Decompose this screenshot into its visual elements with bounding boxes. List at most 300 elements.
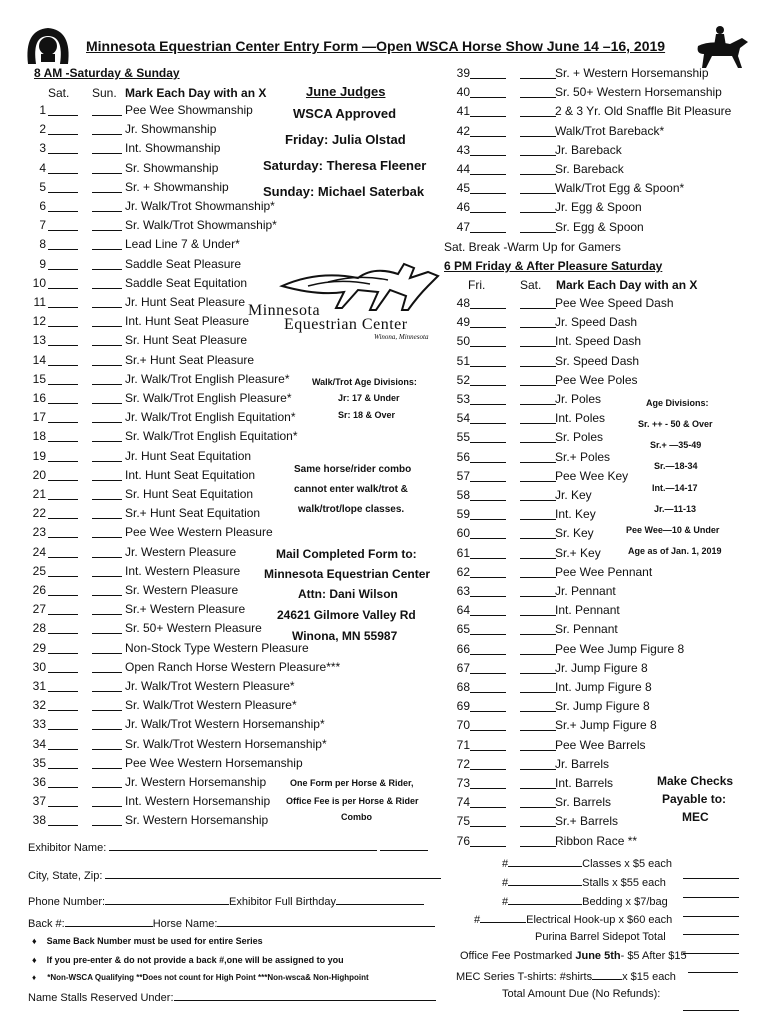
horse-name-label: Horse Name: [152, 918, 218, 930]
class-number: 28 [32, 621, 46, 636]
class-number: 44 [456, 162, 470, 176]
day1-entry-blank[interactable] [470, 738, 506, 751]
class-name: Sr. Bareback [555, 162, 624, 176]
day1-entry-blank[interactable] [470, 469, 506, 482]
class-name: Int. Jump Figure 8 [555, 680, 652, 694]
day1-entry-blank[interactable] [470, 373, 506, 386]
age-line6: Pee Wee—10 & Under [626, 525, 720, 535]
class-number: 31 [32, 679, 46, 693]
day2-entry-blank[interactable] [92, 295, 122, 308]
day1-entry-blank[interactable] [48, 161, 78, 174]
day1-entry-blank[interactable] [48, 218, 78, 231]
day1-entry-blank[interactable] [470, 814, 506, 827]
day2-entry-blank[interactable] [520, 469, 556, 482]
fee-electrical-amount[interactable] [683, 922, 739, 940]
class-name: Sr.+ Western Pleasure [125, 602, 246, 617]
horseshoe-logo-icon [22, 24, 74, 66]
class-name: Jr. Pennant [555, 584, 616, 598]
day2-entry-blank[interactable] [92, 391, 122, 404]
class-name: Jr. Walk/Trot Western Pleasure* [125, 679, 295, 693]
class-number: 68 [456, 680, 470, 694]
day1-entry-blank[interactable] [48, 276, 78, 289]
phone-birthday-field[interactable] [28, 894, 424, 908]
class-name: Sr. Egg & Spoon [555, 219, 644, 234]
day2-entry-blank[interactable] [520, 430, 556, 443]
day1-entry-blank[interactable] [48, 353, 78, 366]
day2-entry-blank[interactable] [520, 200, 556, 213]
class-number: 33 [32, 717, 46, 732]
day1-entry-blank[interactable] [48, 141, 78, 154]
day1-entry-blank[interactable] [470, 622, 506, 635]
day2-entry-blank[interactable] [92, 775, 122, 788]
class-name: Int. Barrels [555, 776, 614, 790]
class-number: 22 [32, 506, 46, 521]
day1-entry-blank[interactable] [48, 602, 78, 615]
day2-entry-blank[interactable] [92, 641, 122, 654]
class-number: 50 [456, 334, 470, 349]
day2-entry-blank[interactable] [520, 699, 556, 712]
day1-entry-blank[interactable] [470, 603, 506, 616]
mail-line4: Winona, MN 55987 [292, 629, 398, 643]
class-number: 63 [456, 584, 470, 598]
day2-entry-blank[interactable] [92, 602, 122, 615]
class-number: 43 [456, 142, 470, 157]
class-number: 35 [32, 755, 46, 770]
day2-entry-blank[interactable] [520, 603, 556, 616]
phone-label: Phone Number: [28, 896, 106, 908]
class-number: 34 [32, 736, 46, 751]
day1-entry-blank[interactable] [48, 333, 78, 346]
class-name: Jr. Western Pleasure [125, 544, 237, 559]
day1-entry-blank[interactable] [470, 296, 506, 309]
class-name: Sr. Hunt Seat Equitation [125, 487, 254, 501]
day2-entry-blank[interactable] [92, 218, 122, 231]
day1-entry-blank[interactable] [48, 372, 78, 385]
sat-column-header: Sat. [48, 86, 70, 100]
day1-entry-blank[interactable] [48, 621, 78, 634]
day2-entry-blank[interactable] [92, 468, 122, 481]
note-pre-enter: ♦ If you pre-enter & do not provide a back #,one will be assigned to you [32, 955, 344, 965]
class-name: Pee Wee Key [555, 468, 629, 483]
age-line1: Sr. ++ - 50 & Over [638, 419, 713, 429]
day1-entry-blank[interactable] [470, 834, 506, 847]
day2-entry-blank[interactable] [92, 679, 122, 692]
class-name: Sr. Walk/Trot Western Horsemanship* [125, 736, 327, 751]
day2-entry-blank[interactable] [92, 717, 122, 730]
class-number: 62 [456, 564, 470, 579]
mail-line2: Attn: Dani Wilson [298, 587, 398, 601]
class-number: 76 [456, 833, 470, 848]
day1-entry-blank[interactable] [470, 680, 506, 693]
class-number: 26 [32, 583, 46, 597]
age-line2: Sr.+ —35-49 [650, 440, 702, 450]
day1-entry-blank[interactable] [48, 468, 78, 481]
class-number: 59 [456, 507, 470, 522]
day1-entry-blank[interactable] [470, 181, 506, 194]
day1-entry-blank[interactable] [470, 200, 506, 213]
day1-entry-blank[interactable] [470, 661, 506, 674]
fee-shirts[interactable]: MEC Series T-shirts: #shirts x $15 each [456, 971, 676, 983]
day1-entry-blank[interactable] [470, 430, 506, 443]
day2-entry-blank[interactable] [520, 565, 556, 578]
class-name: Sr. Key [555, 526, 594, 541]
class-number: 70 [456, 718, 470, 733]
day1-entry-blank[interactable] [48, 794, 78, 807]
class-number: 27 [32, 602, 46, 617]
day1-entry-blank[interactable] [470, 565, 506, 578]
class-name: Int. Showmanship [125, 141, 221, 156]
class-name: Sr. Hunt Seat Pleasure [125, 333, 248, 348]
class-number: 54 [456, 411, 470, 426]
day1-entry-blank[interactable] [48, 775, 78, 788]
class-number: 51 [456, 353, 470, 368]
day2-entry-blank[interactable] [92, 372, 122, 385]
class-name: Int. Hunt Seat Pleasure [125, 314, 250, 329]
class-number: 71 [456, 737, 470, 752]
class-number: 52 [456, 372, 470, 387]
day2-entry-blank[interactable] [520, 85, 556, 98]
day1-entry-blank[interactable] [470, 220, 506, 233]
day1-entry-blank[interactable] [470, 699, 506, 712]
day2-entry-blank[interactable] [520, 661, 556, 674]
class-name: 2 & 3 Yr. Old Snaffle Bit Pleasure [555, 104, 732, 119]
class-number: 39 [456, 66, 470, 80]
class-number: 20 [32, 467, 46, 482]
day1-entry-blank[interactable] [470, 334, 506, 347]
day2-entry-blank[interactable] [92, 506, 122, 519]
fee-barrel-amount[interactable] [683, 941, 739, 959]
stalls-name-label: Name Stalls Reserved Under: [28, 992, 174, 1004]
day1-entry-blank[interactable] [48, 737, 78, 750]
class-name: Saddle Seat Pleasure [125, 256, 242, 271]
day2-entry-blank[interactable] [92, 314, 122, 327]
class-name: Int. Hunt Seat Equitation [125, 467, 256, 482]
day2-entry-blank[interactable] [92, 545, 122, 558]
class-name: Jr. Western Horsemanship [125, 775, 267, 789]
day2-entry-blank[interactable] [92, 564, 122, 577]
oneform-1: One Form per Horse & Rider, [290, 778, 414, 788]
checks-line3: MEC [682, 810, 709, 824]
day1-entry-blank[interactable] [48, 583, 78, 596]
class-number: 60 [456, 526, 470, 541]
day2-entry-blank[interactable] [520, 488, 556, 501]
class-name: Sr. Western Horsemanship [125, 813, 269, 828]
day1-entry-blank[interactable] [470, 411, 506, 424]
sat-column-header-right: Sat. [520, 278, 542, 292]
class-name: Jr. Hunt Seat Pleasure [125, 295, 246, 309]
day1-entry-blank[interactable] [48, 449, 78, 462]
day2-entry-blank[interactable] [92, 161, 122, 174]
fee-classes-amount[interactable] [683, 866, 739, 884]
day2-entry-blank[interactable] [92, 410, 122, 423]
day2-entry-blank[interactable] [92, 199, 122, 212]
day1-entry-blank[interactable] [470, 450, 506, 463]
class-name: Ribbon Race ** [555, 833, 638, 848]
day1-entry-blank[interactable] [470, 354, 506, 367]
day2-entry-blank[interactable] [520, 622, 556, 635]
mark-day-instruction: Mark Each Day with an X [125, 86, 267, 100]
day1-entry-blank[interactable] [470, 526, 506, 539]
class-number: 49 [456, 315, 470, 330]
day1-entry-blank[interactable] [470, 642, 506, 655]
class-number: 30 [32, 659, 46, 674]
day1-entry-blank[interactable] [48, 525, 78, 538]
day2-entry-blank[interactable] [92, 583, 122, 596]
class-name: Jr. Walk/Trot Western Horsemanship* [125, 717, 325, 732]
class-name: Sr.+ Barrels [555, 814, 619, 829]
day1-entry-blank[interactable] [48, 660, 78, 673]
day2-entry-blank[interactable] [92, 429, 122, 442]
class-name: Int. Poles [555, 411, 606, 426]
class-number: 23 [32, 525, 46, 540]
day1-entry-blank[interactable] [470, 143, 506, 156]
class-name: Pee Wee Barrels [555, 737, 646, 752]
day1-entry-blank[interactable] [48, 410, 78, 423]
day2-entry-blank[interactable] [520, 354, 556, 367]
day2-entry-blank[interactable] [520, 834, 556, 847]
day2-entry-blank[interactable] [92, 257, 122, 270]
day2-entry-blank[interactable] [92, 103, 122, 116]
class-name: Sr. Walk/Trot Showmanship* [125, 218, 277, 233]
fee-bedding-amount[interactable] [683, 904, 739, 922]
day1-entry-blank[interactable] [470, 392, 506, 405]
class-number: 8 [39, 237, 46, 252]
day2-entry-blank[interactable] [520, 526, 556, 539]
class-number: 46 [456, 200, 470, 215]
class-name: Jr. Showmanship [125, 122, 217, 137]
class-name: Sr. Walk/Trot English Pleasure* [125, 391, 292, 405]
day1-entry-blank[interactable] [470, 584, 506, 597]
day1-entry-blank[interactable] [470, 718, 506, 731]
day1-entry-blank[interactable] [470, 488, 506, 501]
fee-stalls-amount[interactable] [683, 885, 739, 903]
day1-entry-blank[interactable] [48, 237, 78, 250]
class-name: Jr. Barrels [555, 756, 610, 771]
day1-entry-blank[interactable] [48, 429, 78, 442]
day2-entry-blank[interactable] [520, 718, 556, 731]
day1-entry-blank[interactable] [48, 679, 78, 692]
day1-entry-blank[interactable] [48, 813, 78, 826]
day1-entry-blank[interactable] [470, 507, 506, 520]
day2-entry-blank[interactable] [520, 584, 556, 597]
day1-entry-blank[interactable] [48, 391, 78, 404]
day2-entry-blank[interactable] [92, 698, 122, 711]
age-line5: Jr.—11-13 [654, 504, 697, 514]
day1-entry-blank[interactable] [48, 756, 78, 769]
day1-entry-blank[interactable] [470, 104, 506, 117]
age-line7: Age as of Jan. 1, 2019 [628, 546, 722, 556]
day1-entry-blank[interactable] [470, 66, 506, 79]
class-name: Int. Key [555, 507, 596, 522]
day2-entry-blank[interactable] [92, 276, 122, 289]
day2-entry-blank[interactable] [92, 180, 122, 193]
class-number: 41 [456, 104, 470, 119]
day2-entry-blank[interactable] [520, 507, 556, 520]
fee-total: Total Amount Due (No Refunds): [502, 988, 661, 1000]
day1-entry-blank[interactable] [48, 545, 78, 558]
day2-entry-blank[interactable] [92, 621, 122, 634]
class-name: Jr. Walk/Trot Showmanship* [125, 199, 275, 213]
day2-entry-blank[interactable] [520, 411, 556, 424]
day1-entry-blank[interactable] [48, 103, 78, 116]
day2-entry-blank[interactable] [520, 450, 556, 463]
day2-entry-blank[interactable] [520, 315, 556, 328]
city-state-zip-field[interactable] [28, 868, 441, 882]
day2-entry-blank[interactable] [92, 794, 122, 807]
class-name: Pee Wee Western Horsemanship [125, 755, 303, 770]
note-back-number: ♦ Same Back Number must be used for entire Series [32, 936, 263, 946]
day2-entry-blank[interactable] [520, 104, 556, 117]
class-name: Sr. 50+ Western Pleasure [125, 621, 262, 636]
fee-office-amount[interactable] [688, 960, 738, 978]
walktrot-jr: Jr: 17 & Under [338, 393, 400, 403]
day1-entry-blank[interactable] [470, 85, 506, 98]
sunday-judge: Sunday: Michael Saterbak [263, 184, 425, 199]
day2-entry-blank[interactable] [520, 296, 556, 309]
day2-entry-blank[interactable] [92, 122, 122, 135]
day1-entry-blank[interactable] [48, 295, 78, 308]
class-name: Sr.+ Hunt Seat Pleasure [125, 352, 255, 367]
day2-entry-blank[interactable] [520, 546, 556, 559]
fri-column-header: Fri. [468, 278, 486, 292]
day2-entry-blank[interactable] [92, 353, 122, 366]
day2-entry-blank[interactable] [92, 756, 122, 769]
class-name: Jr. Key [555, 488, 592, 502]
class-number: 40 [456, 85, 470, 100]
age-heading: Age Divisions: [646, 398, 709, 408]
class-number: 53 [456, 392, 470, 406]
class-number: 61 [456, 545, 470, 560]
class-number: 15 [32, 371, 46, 386]
class-number: 48 [456, 296, 470, 310]
class-name: Jr. Speed Dash [555, 315, 638, 330]
oneform-2: Office Fee is per Horse & Rider [286, 796, 419, 806]
day1-entry-blank[interactable] [48, 314, 78, 327]
day1-entry-blank[interactable] [470, 124, 506, 137]
day1-entry-blank[interactable] [470, 315, 506, 328]
page-title: Minnesota Equestrian Center Entry Form —Open WSCA Horse Show June 14 –16, 2019 [86, 38, 666, 54]
fee-bedding[interactable]: # Bedding x $7/bag [502, 896, 668, 908]
day1-entry-blank[interactable] [470, 757, 506, 770]
class-name: Pee Wee Showmanship [125, 103, 253, 117]
checks-line2: Payable to: [662, 792, 727, 806]
fee-electrical[interactable]: # Electrical Hook-up x $60 each [474, 914, 673, 926]
class-name: Pee Wee Speed Dash [555, 296, 674, 310]
day2-entry-blank[interactable] [520, 373, 556, 386]
class-name: Saddle Seat Equitation [125, 275, 248, 290]
class-name: Non-Stock Type Western Pleasure [125, 640, 309, 655]
age-line4: Int.—14-17 [652, 483, 698, 493]
note-qualifying: ♦ *Non-WSCA Qualifying **Does not count for High Point ***Non-wsca& Non-Highpoint [32, 973, 369, 982]
day1-entry-blank[interactable] [48, 180, 78, 193]
back-number-label: Back #: [28, 918, 65, 930]
class-name: Sr. + Western Horsemanship [555, 66, 709, 80]
class-name: Sr. Jump Figure 8 [555, 699, 650, 714]
day2-entry-blank[interactable] [92, 525, 122, 538]
day1-entry-blank[interactable] [48, 199, 78, 212]
day2-entry-blank[interactable] [520, 392, 556, 405]
day1-entry-blank[interactable] [470, 795, 506, 808]
day2-entry-blank[interactable] [520, 642, 556, 655]
day1-entry-blank[interactable] [48, 641, 78, 654]
stalls-name-field[interactable] [28, 990, 436, 1004]
day2-entry-blank[interactable] [520, 680, 556, 693]
back-horse-field[interactable] [28, 916, 435, 930]
mail-line3: 24621 Gilmore Valley Rd [277, 608, 416, 622]
day2-entry-blank[interactable] [520, 334, 556, 347]
class-name: Open Ranch Horse Western Pleasure*** [125, 659, 341, 674]
class-name: Jr. Hunt Seat Equitation [125, 448, 252, 463]
fee-classes[interactable]: # Classes x $5 each [502, 858, 673, 870]
day1-entry-blank[interactable] [48, 506, 78, 519]
fee-total-amount[interactable] [683, 998, 739, 1016]
day2-entry-blank[interactable] [92, 333, 122, 346]
day2-entry-blank[interactable] [520, 776, 556, 789]
day1-entry-blank[interactable] [48, 487, 78, 500]
class-name: Sr. Walk/Trot Western Pleasure* [125, 698, 297, 713]
class-number: 58 [456, 488, 470, 502]
exhibitor-name-field[interactable] [28, 840, 428, 854]
day1-entry-blank[interactable] [48, 698, 78, 711]
combo-note-2: cannot enter walk/trot & [294, 484, 408, 495]
day1-entry-blank[interactable] [470, 776, 506, 789]
class-name: Sr. Poles [555, 430, 604, 445]
combo-note-3: walk/trot/lope classes. [298, 504, 405, 515]
day2-entry-blank[interactable] [92, 141, 122, 154]
class-number: 57 [456, 468, 470, 483]
day2-entry-blank[interactable] [520, 66, 556, 79]
class-name: Sr. Speed Dash [555, 353, 640, 368]
day2-entry-blank[interactable] [520, 757, 556, 770]
class-number: 45 [456, 181, 470, 196]
day2-entry-blank[interactable] [92, 449, 122, 462]
age-line3: Sr.—18-34 [654, 461, 698, 471]
class-number: 66 [456, 641, 470, 656]
day2-entry-blank[interactable] [92, 813, 122, 826]
day2-entry-blank[interactable] [520, 143, 556, 156]
mail-heading: Mail Completed Form to: [276, 547, 417, 561]
day2-entry-blank[interactable] [92, 487, 122, 500]
day2-entry-blank[interactable] [92, 237, 122, 250]
day2-entry-blank[interactable] [92, 660, 122, 673]
day2-entry-blank[interactable] [520, 738, 556, 751]
day1-entry-blank[interactable] [470, 162, 506, 175]
day1-entry-blank[interactable] [48, 717, 78, 730]
day2-entry-blank[interactable] [520, 814, 556, 827]
wsca-approved: WSCA Approved [293, 106, 397, 121]
class-number: 10 [32, 275, 46, 290]
class-name: Sr. 50+ Western Horsemanship [555, 85, 722, 100]
day2-entry-blank[interactable] [520, 220, 556, 233]
day1-entry-blank[interactable] [48, 257, 78, 270]
day2-entry-blank[interactable] [92, 737, 122, 750]
day1-entry-blank[interactable] [48, 564, 78, 577]
fee-stalls[interactable]: # Stalls x $55 each [502, 877, 666, 889]
class-number: 3 [39, 141, 46, 156]
day2-entry-blank[interactable] [520, 124, 556, 137]
break-note: Sat. Break -Warm Up for Gamers [444, 240, 621, 254]
day1-entry-blank[interactable] [48, 122, 78, 135]
class-name: Pee Wee Jump Figure 8 [555, 641, 685, 656]
day2-entry-blank[interactable] [520, 181, 556, 194]
class-name: Sr. Pennant [555, 622, 618, 637]
day2-entry-blank[interactable] [520, 795, 556, 808]
city-label: City, State, Zip: [28, 870, 103, 882]
day2-entry-blank[interactable] [520, 162, 556, 175]
day1-entry-blank[interactable] [470, 546, 506, 559]
class-number: 19 [32, 448, 46, 463]
class-name: Jr. Walk/Trot English Equitation* [125, 410, 296, 425]
